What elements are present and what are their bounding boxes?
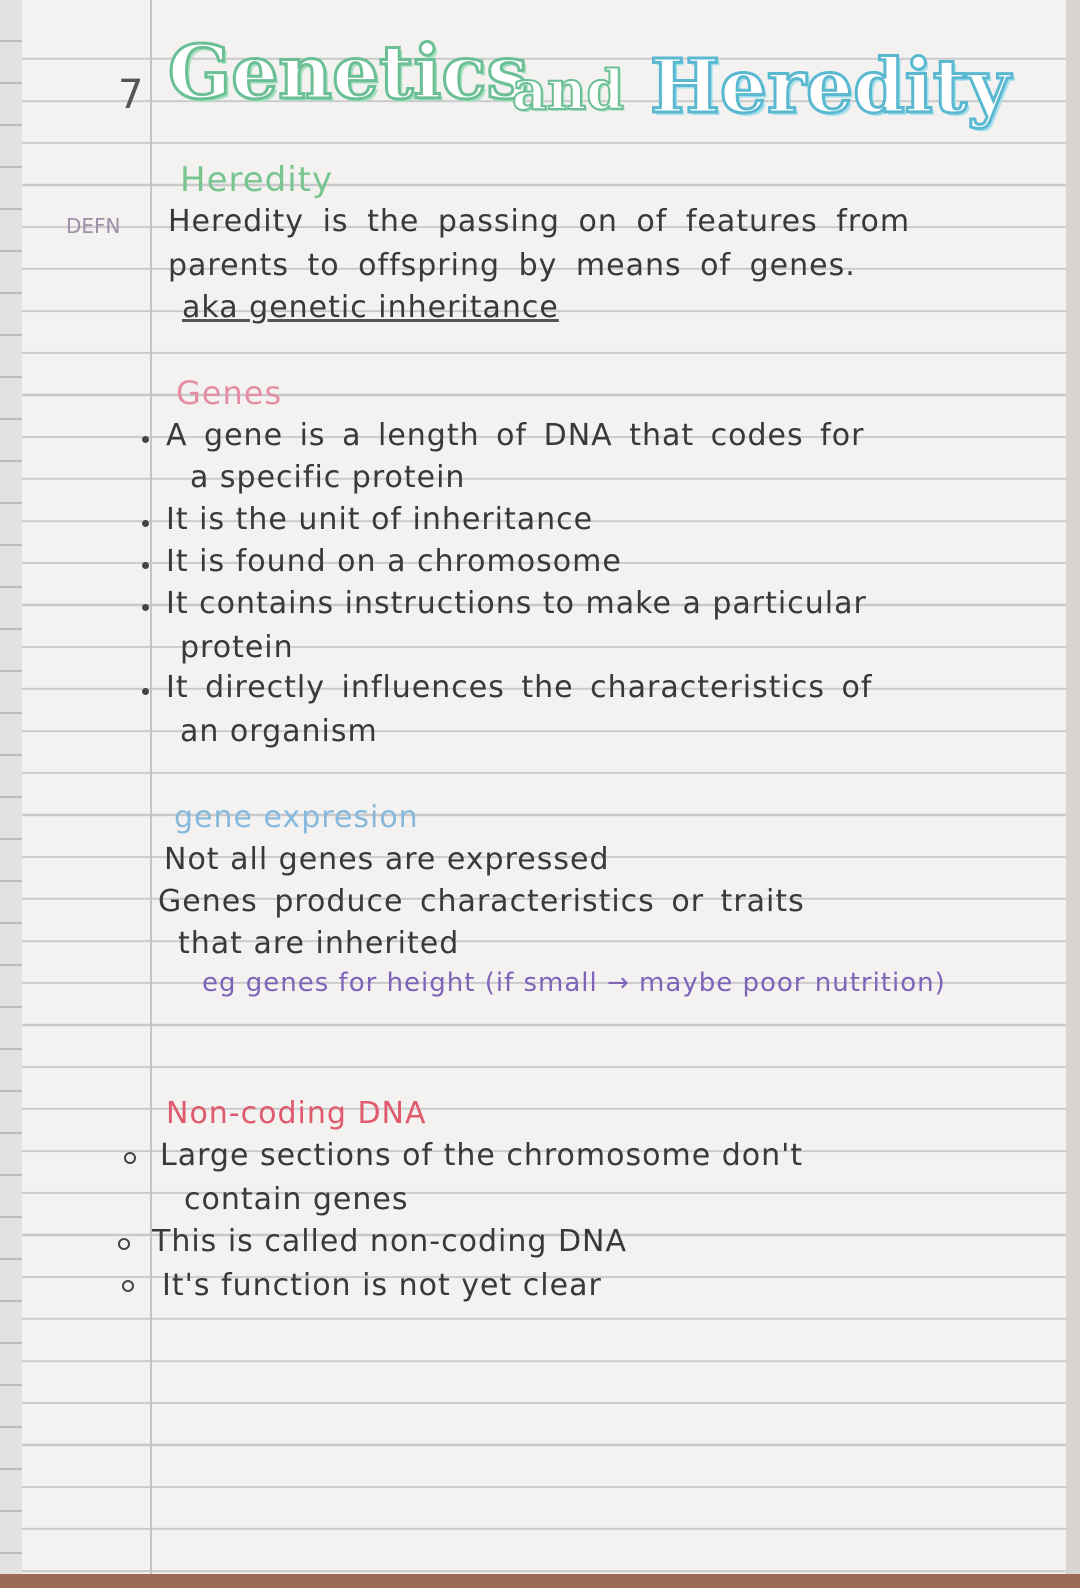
bullet-icon	[122, 1280, 134, 1292]
bullet-icon	[142, 562, 149, 569]
list-item-continued: a specific protein	[190, 460, 466, 495]
heading-genes: Genes	[176, 374, 283, 412]
bullet-icon	[118, 1238, 130, 1250]
heading-gene-expression: gene expresion	[174, 800, 419, 835]
bullet-icon	[142, 436, 149, 443]
title-genetics: Genetics	[168, 30, 529, 116]
list-item-continued: protein	[180, 630, 294, 665]
heading-non-coding-dna: Non-coding DNA	[166, 1096, 427, 1131]
text-line: Heredity is the passing on of features from	[168, 204, 911, 239]
text-line: Genes produce characteristics or traits	[158, 884, 805, 919]
list-item: It is found on a chromosome	[166, 544, 622, 579]
text-line: aka genetic inheritance	[182, 290, 559, 325]
bullet-icon	[124, 1152, 136, 1164]
bullet-icon	[142, 688, 149, 695]
example-line: eg genes for height (if small → maybe poor nutrition)	[202, 968, 946, 998]
page-edge	[1066, 0, 1080, 1588]
title-heredity: Heredity	[650, 44, 1011, 130]
text-line: Not all genes are expressed	[164, 842, 610, 877]
list-item: A gene is a length of DNA that codes for	[166, 418, 865, 453]
list-item: It's function is not yet clear	[162, 1268, 602, 1303]
list-item: It directly influences the characteristics of	[166, 670, 873, 705]
title-and: and	[512, 58, 625, 122]
margin-label-defn: DEFN	[66, 214, 121, 238]
text-line: parents to offspring by means of genes.	[168, 248, 856, 283]
text-line: that are inherited	[178, 926, 460, 961]
notebook-binding	[0, 0, 22, 1588]
table-surface	[0, 1574, 1080, 1588]
page-number: 7	[118, 72, 144, 118]
list-item: It is the unit of inheritance	[166, 502, 594, 537]
list-item: It contains instructions to make a particular	[166, 586, 867, 621]
bullet-icon	[142, 604, 149, 611]
bullet-icon	[142, 520, 149, 527]
margin-line	[150, 0, 152, 1588]
heading-heredity: Heredity	[180, 160, 334, 200]
list-item: This is called non-coding DNA	[152, 1224, 628, 1259]
list-item-continued: contain genes	[184, 1182, 409, 1217]
list-item-continued: an organism	[180, 714, 378, 749]
list-item: Large sections of the chromosome don't	[160, 1138, 804, 1173]
